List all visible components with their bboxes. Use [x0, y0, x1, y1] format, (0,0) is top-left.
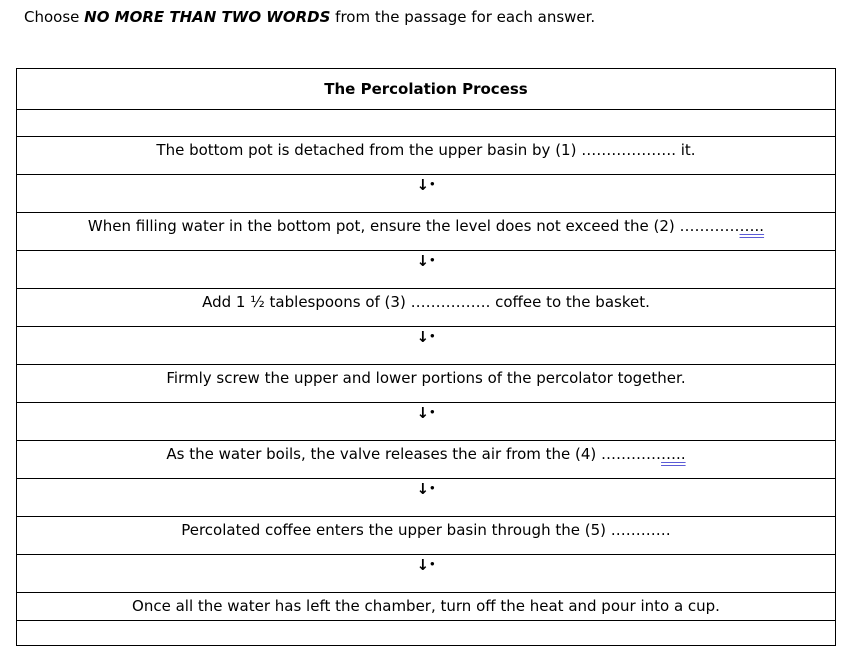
arrow-down-icon: ↓ — [416, 556, 430, 574]
step-4-text: Firmly screw the upper and lower portions of the percolator together. — [166, 369, 686, 387]
step-1-text: The bottom pot is detached from the upper basin by (1) ………………. it. — [156, 141, 696, 159]
step-7 — [17, 593, 836, 621]
arrow-down-icon: ↓ — [416, 252, 430, 270]
table-title: The Percolation Process — [17, 69, 836, 110]
step-2 — [17, 213, 836, 251]
blank-row — [17, 110, 836, 137]
spellcheck-underline: ….. — [739, 217, 765, 235]
spellcheck-underline: ….. — [661, 445, 686, 463]
arrow-down-icon: ↓ — [416, 404, 430, 422]
step-5-text: As the water boils, the valve releases the air from the (4) ………… — [166, 445, 662, 463]
step-6 — [17, 517, 836, 555]
bullet-dot-icon: • — [429, 483, 436, 495]
step-2-text: When filling water in the bottom pot, ensure the level does not exceed the (2) ………… — [87, 217, 740, 235]
step-3 — [17, 289, 836, 327]
instruction-suffix: from the passage for each answer. — [330, 8, 596, 26]
step-5 — [17, 441, 836, 479]
arrow-row — [17, 251, 836, 289]
step-4 — [17, 365, 836, 403]
arrow-row — [17, 403, 836, 441]
arrow-row — [17, 479, 836, 517]
instruction-emphasis: NO MORE THAN TWO WORDS — [84, 8, 331, 26]
arrow-down-icon: ↓ — [416, 480, 430, 498]
arrow-row — [17, 175, 836, 213]
blank-row — [17, 621, 836, 646]
arrow-down-icon: ↓ — [416, 328, 430, 346]
flowchart-table — [16, 68, 836, 646]
step-7-text: Once all the water has left the chamber, turn off the heat and pour into a cup. — [132, 597, 720, 615]
instruction-text — [24, 6, 595, 28]
bullet-dot-icon: • — [429, 331, 436, 343]
bullet-dot-icon: • — [429, 179, 436, 191]
bullet-dot-icon: • — [429, 407, 436, 419]
arrow-down-icon: ↓ — [416, 176, 430, 194]
bullet-dot-icon: • — [429, 255, 436, 267]
instruction-prefix: Choose — [24, 8, 85, 26]
step-1 — [17, 137, 836, 175]
arrow-row — [17, 555, 836, 593]
arrow-row — [17, 327, 836, 365]
step-6-text: Percolated coffee enters the upper basin through the (5) ………… — [181, 521, 671, 539]
step-3-text: Add 1 ½ tablespoons of (3) ……………. coffee to the basket. — [202, 293, 650, 311]
bullet-dot-icon: • — [429, 559, 436, 571]
